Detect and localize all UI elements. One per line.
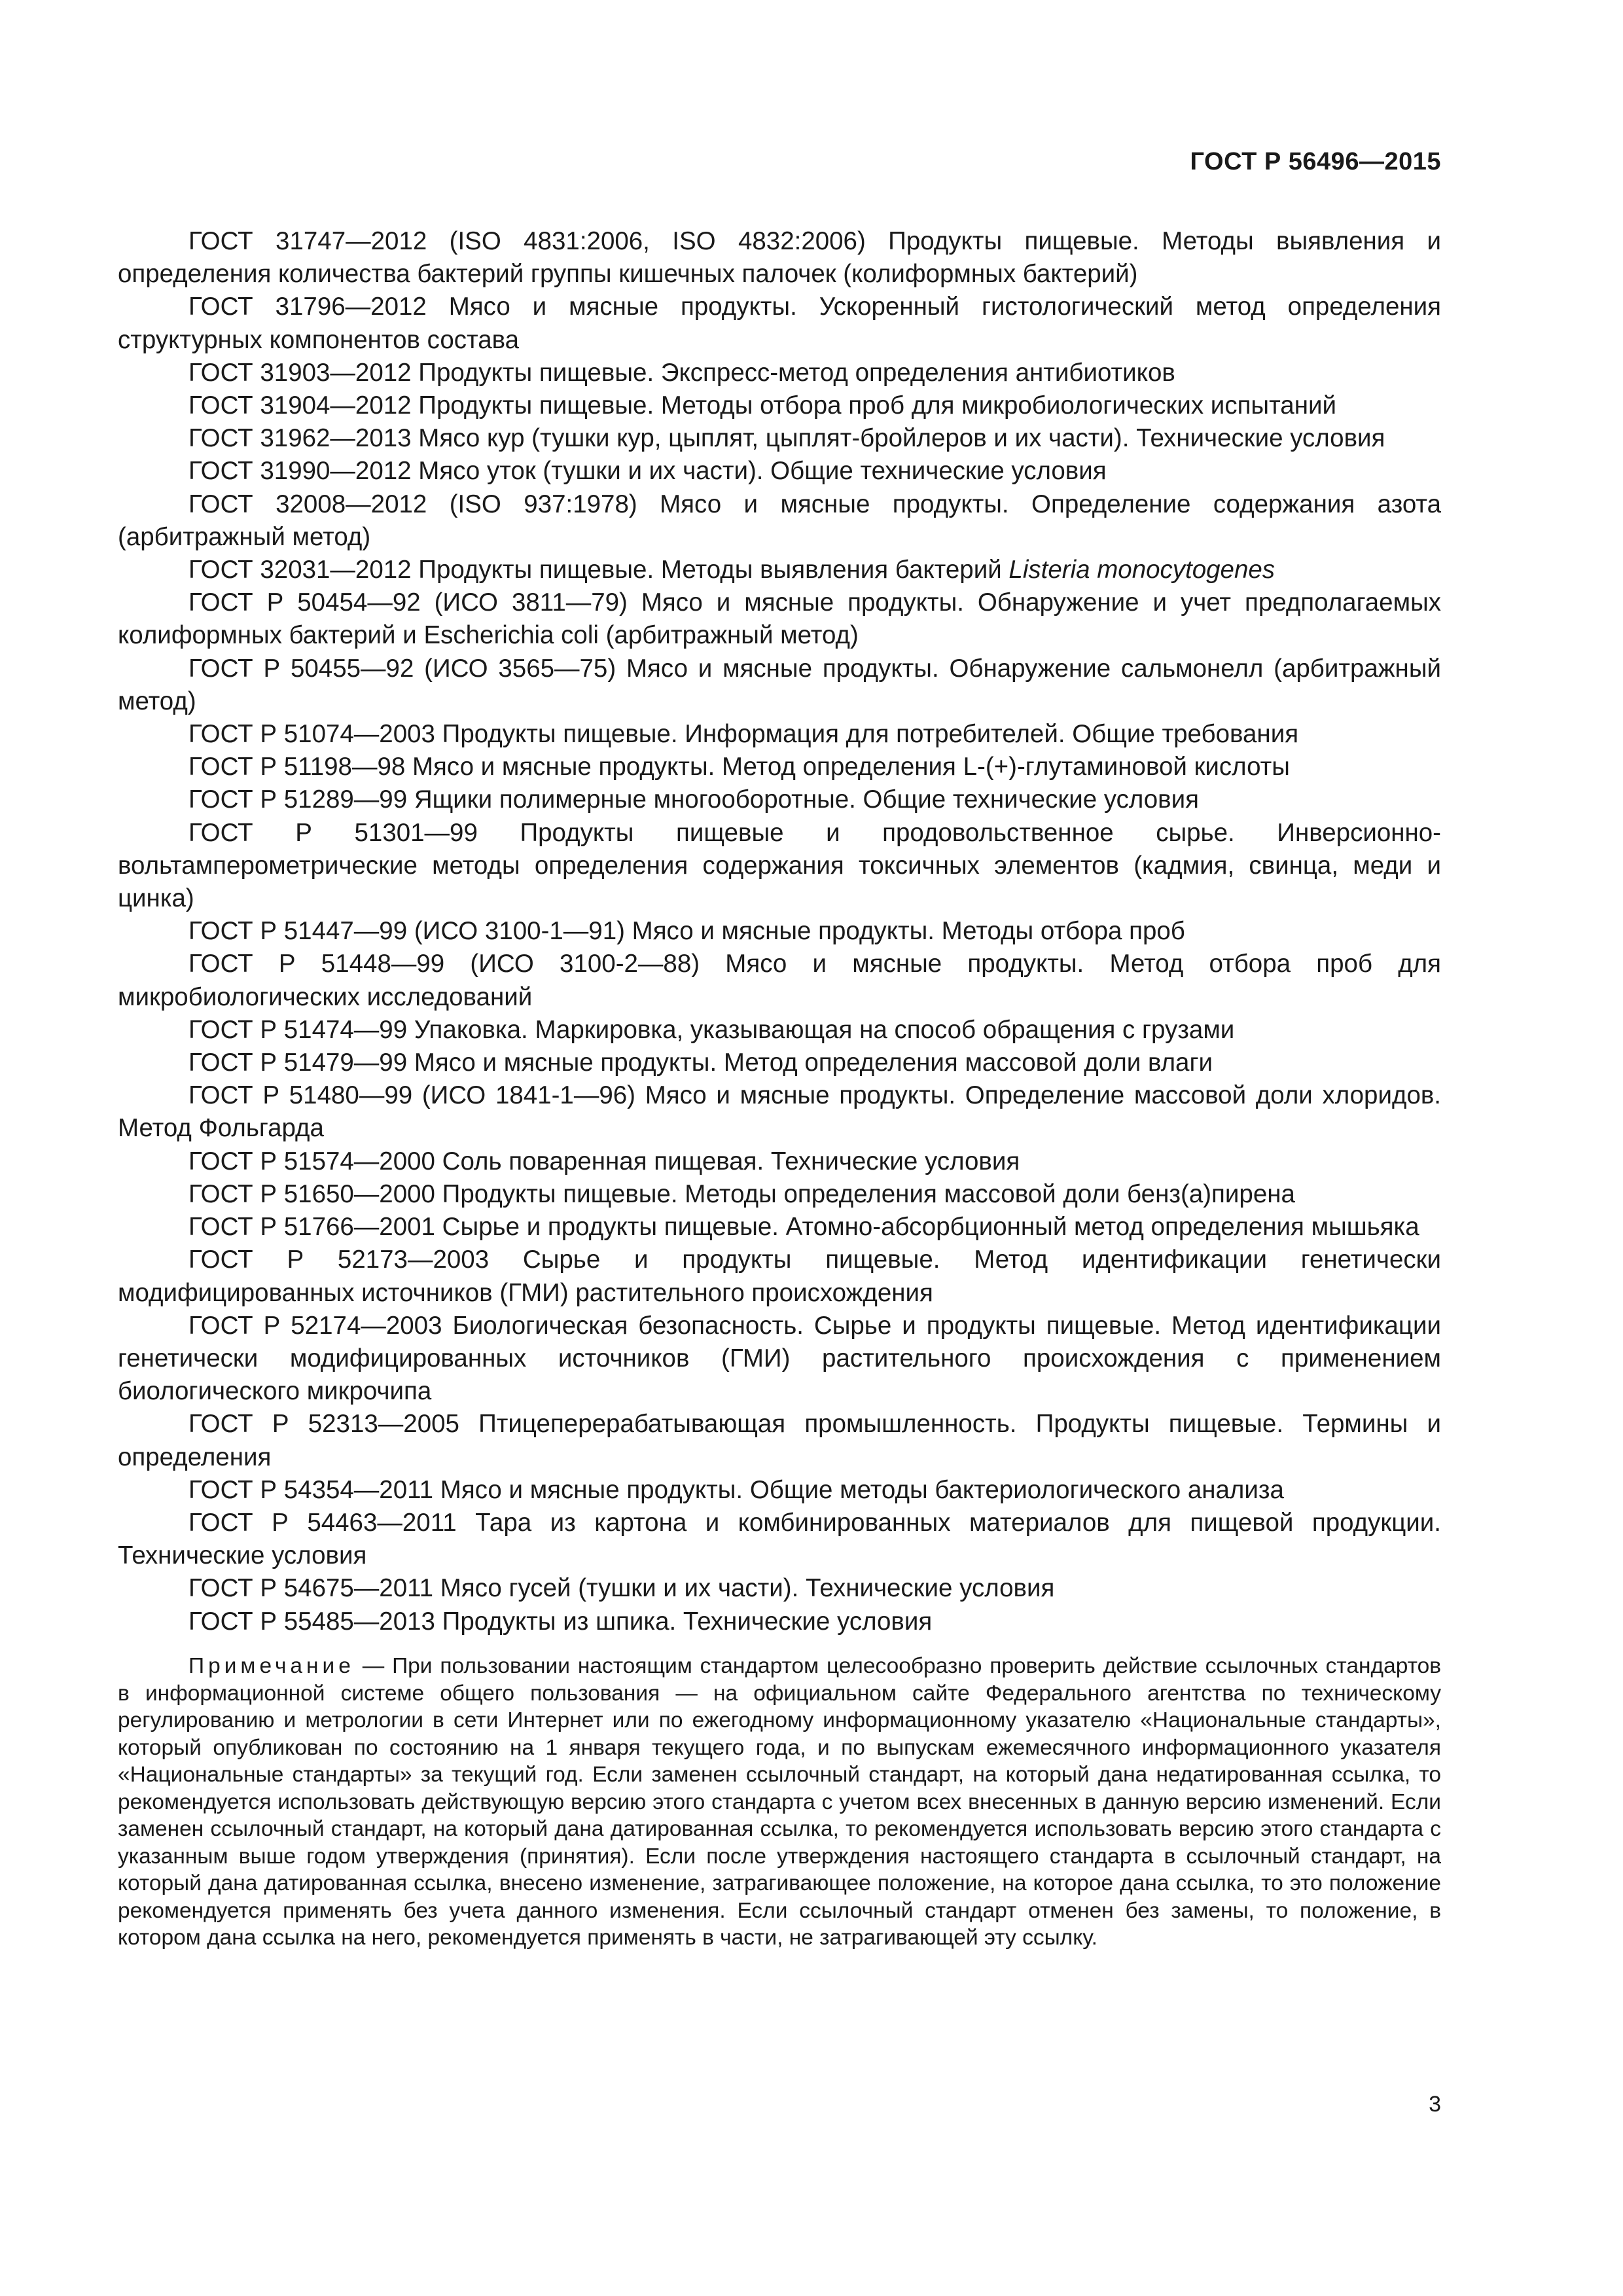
reference-item [118,1047,1441,1079]
reference-text: ГОСТ 31747—2012 (ISO 4831:2006, ISO 4832:2006) Продукты пищевые. Методы выявления и определения количества бактерий группы кишечных палочек (колиформных бактерий) [118,227,1441,289]
reference-text: ГОСТ Р 54675—2011 Мясо гусей (тушки и их части). Технические условия [188,1574,1055,1603]
reference-text: ГОСТ 32008—2012 (ISO 937:1978) Мясо и мясные продукты. Определение содержания азота (арбитражный метод) [118,490,1441,551]
note-dash: — [354,1654,393,1678]
reference-item [118,751,1441,783]
reference-item [118,357,1441,389]
page-number: 3 [1429,2092,1441,2117]
reference-item [118,1145,1441,1178]
reference-item [118,1211,1441,1244]
reference-text: ГОСТ 31904—2012 Продукты пищевые. Методы отбора проб для микробиологических испытаний [188,391,1336,420]
reference-text: ГОСТ Р 54463—2011 Тара из картона и комбинированных материалов для пищевой продукции. Технические условия [118,1508,1441,1570]
reference-item [118,1310,1441,1408]
note-text: При пользовании настоящим стандартом целесообразно проверить действие ссылочных стандартов в информационной системе общего пользования — на официальном сайте Федерального агентства по техническому регулированию и метрологии в сети Интернет или по ежегодному информационному указателю «Национальные стандарты», который опубликован по состоянию на 1 января текущего года, и по выпускам ежемесячного информационного указателя «Национальные стандарты» за текущий год. Если заменен ссылочный стандарт, на который дана недатированная ссылка, то рекомендуется использовать действующую версию этого стандарта с учетом всех внесенных в данную версию изменений. Если заменен ссылочный стандарт, на который дана датированная ссылка, то рекомендуется использовать версию этого стандарта с указанным выше годом утверждения (принятия). Если после утверждения настоящего стандарта в ссылочный стандарт, на который дана датированная ссылка, внесено изменение, затрагивающее положение, на которое дана ссылка, то это положение рекомендуется применять без учета данного изменения. Если ссылочный стандарт отменен без замены, то положение, в котором дана ссылка на него, рекомендуется применять в части, не затрагивающей эту ссылку. [118,1654,1441,1950]
reference-text: ГОСТ Р 51650—2000 Продукты пищевые. Методы определения массовой доли бенз(а)пирена [188,1179,1295,1208]
reference-text: ГОСТ Р 51447—99 (ИСО 3100-1—91) Мясо и мясные продукты. Методы отбора проб [188,917,1185,946]
reference-item [118,718,1441,751]
reference-text: ГОСТ 31796—2012 Мясо и мясные продукты. Ускоренный гистологический метод определения структурных компонентов состава [118,293,1441,354]
reference-text: ГОСТ Р 51198—98 Мясо и мясные продукты. Метод определения L-(+)-глутаминовой кислоты [188,753,1290,781]
reference-item [118,422,1441,455]
reference-item [118,1014,1441,1047]
reference-item [118,948,1441,1013]
reference-text: ГОСТ Р 50454—92 (ИСО 3811—79) Мясо и мясные продукты. Обнаружение и учет предполагаемых колиформных бактерий и Escherichia coli (арбитражный метод) [118,588,1441,650]
reference-text: ГОСТ Р 51480—99 (ИСО 1841-1—96) Мясо и мясные продукты. Определение массовой доли хлоридов. Метод Фольгарда [118,1081,1441,1143]
reference-text: ГОСТ 31962—2013 Мясо кур (тушки кур, цыплят, цыплят-бройлеров и их части). Технические условия [188,424,1385,453]
note-label: Примечание [188,1654,355,1678]
reference-text: ГОСТ Р 51448—99 (ИСО 3100-2—88) Мясо и мясные продукты. Метод отбора проб для микробиологических исследований [118,950,1441,1011]
reference-text: ГОСТ 31903—2012 Продукты пищевые. Экспресс-метод определения антибиотиков [188,358,1175,387]
reference-item [118,586,1441,652]
reference-item [118,1507,1441,1572]
reference-item [118,389,1441,422]
reference-item [118,1244,1441,1309]
note-paragraph [118,1653,1441,1952]
reference-item [118,291,1441,356]
reference-item [118,783,1441,816]
reference-text: ГОСТ 32031—2012 Продукты пищевые. Методы выявления бактерий [188,556,1009,584]
reference-text: ГОСТ Р 51474—99 Упаковка. Маркировка, указывающая на способ обращения с грузами [188,1015,1235,1044]
reference-text: ГОСТ Р 52174—2003 Биологическая безопасность. Сырье и продукты пищевые. Метод идентификации генетически модифицированных источников (ГМИ) растительного происхождения с применением биологического микрочипа [118,1311,1441,1406]
reference-text: ГОСТ Р 51766—2001 Сырье и продукты пищевые. Атомно-абсорбционный метод определения мышьяка [188,1213,1419,1242]
reference-text: ГОСТ Р 51289—99 Ящики полимерные многооборотные. Общие технические условия [188,785,1199,814]
reference-item [118,1605,1441,1638]
reference-item [118,488,1441,554]
reference-text: ГОСТ Р 51301—99 Продукты пищевые и продовольственное сырье. Инверсионно- вольтамперометрические методы определения содержания токсичных элементов (кадмия, свинца, меди и цинка) [118,818,1441,913]
reference-text: ГОСТ Р 52313—2005 Птицеперерабатывающая промышленность. Продукты пищевые. Термины и определения [118,1410,1441,1471]
reference-item [118,1408,1441,1473]
reference-text: ГОСТ Р 51479—99 Мясо и мясные продукты. Метод определения массовой доли влаги [188,1049,1213,1077]
document-header-code: ГОСТ Р 56496—2015 [1190,148,1441,175]
normative-references-list [118,225,1441,1638]
reference-item [118,455,1441,488]
reference-item [118,1474,1441,1507]
reference-text: ГОСТ Р 54354—2011 Мясо и мясные продукты. Общие методы бактериологического анализа [188,1475,1284,1504]
reference-item [118,1079,1441,1145]
reference-text: ГОСТ Р 55485—2013 Продукты из шпика. Технические условия [188,1607,933,1636]
reference-item [118,817,1441,916]
reference-item [118,1178,1441,1211]
reference-text: ГОСТ Р 51574—2000 Соль поваренная пищевая. Технические условия [188,1147,1020,1175]
reference-text: ГОСТ Р 51074—2003 Продукты пищевые. Информация для потребителей. Общие требования [188,720,1299,749]
reference-item [118,915,1441,948]
reference-item [118,1572,1441,1605]
reference-species-name: Listeria monocytogenes [1008,556,1275,584]
reference-text: ГОСТ 31990—2012 Мясо уток (тушки и их части). Общие технические условия [188,457,1107,486]
reference-item [118,653,1441,718]
reference-item [118,554,1441,586]
reference-text: ГОСТ Р 52173—2003 Сырье и продукты пищевые. Метод идентификации генетически модифицированных источников (ГМИ) растительного происхождения [118,1246,1441,1307]
reference-text: ГОСТ Р 50455—92 (ИСО 3565—75) Мясо и мясные продукты. Обнаружение сальмонелл (арбитражный метод) [118,654,1441,715]
reference-item [118,225,1441,291]
